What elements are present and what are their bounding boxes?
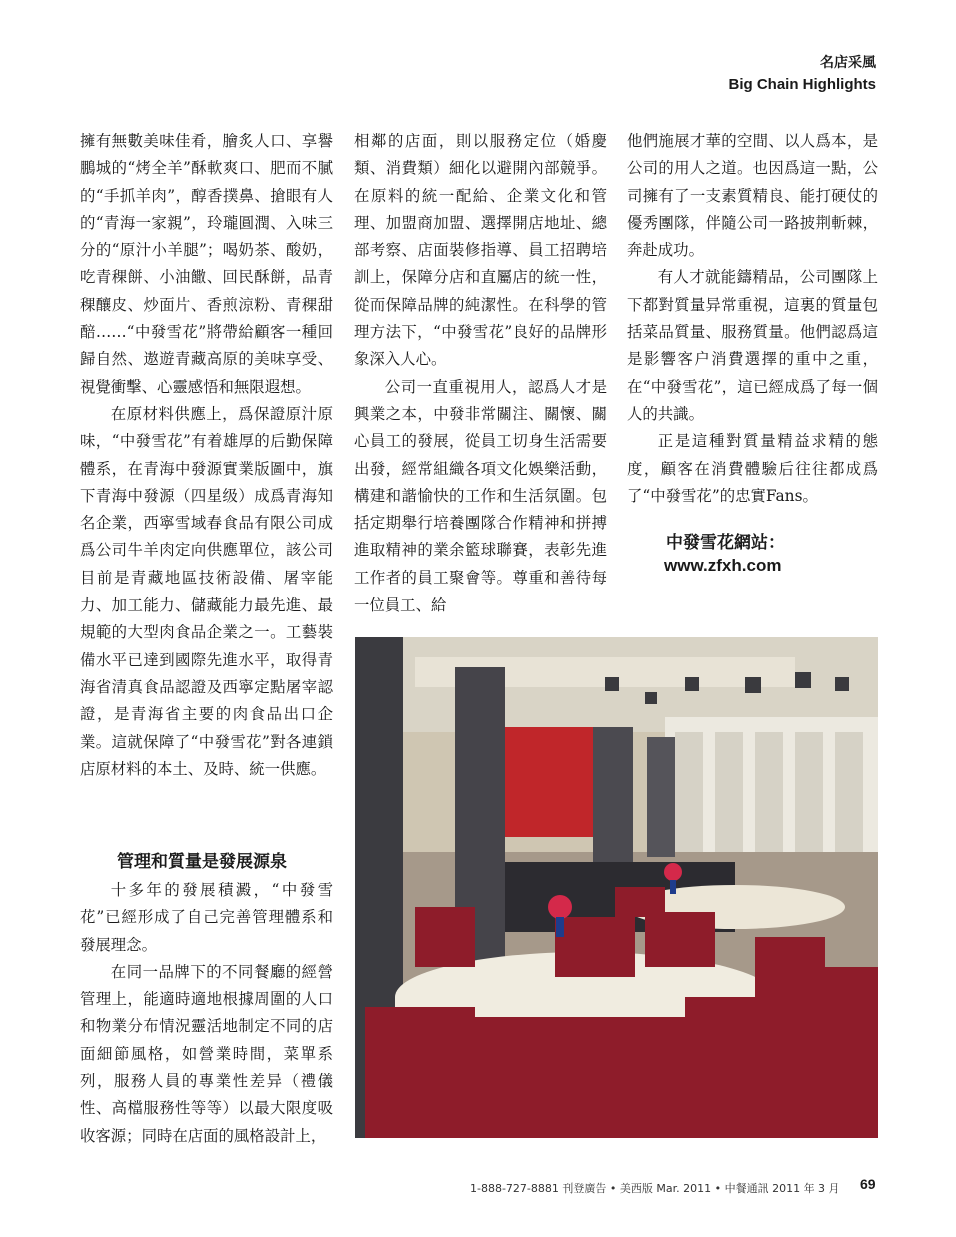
paragraph: 正是這種對質量精益求精的態度，顧客在消費體驗后往往都成爲了“中發雪花”的忠實Fans。 [627,432,878,505]
section-title-cn: 名店采風 [820,55,876,71]
section-title-en: Big Chain Highlights [728,76,876,93]
website-label: 中發雪花網站： [666,533,785,553]
column-2 [354,128,607,619]
paragraph: 在原材料供應上，爲保證原汁原味，“中發雪花”有着雄厚的后勤保障體系，在青海中發源實業版圖中，旗下青海中發源（四星级）成爲青海知名企業，西寧雪域春食品有限公司成爲公司牛羊肉定向供應單位，該公司目前是青藏地區技術設備、屠宰能力、加工能力、儲藏能力最先進、最規範的大型肉食品企業之一。工藝裝備水平已達到國際先進水平，取得青海省清真食品認證及西寧定點屠宰認證，是青海省主要的肉食品出口企業。這就保障了“中發雪花”對各連鎖店原材料的本土、及時、統一供應。 [80,404,333,778]
paragraph: 在同一品牌下的不同餐廳的經營管理上，能適時適地根據周圍的人口和物業分布情況靈活地制定不同的店面細節風格，如營業時間，菜單系列，服務人員的專業性差异（禮儀性、高檔服務性等等）以最大限度吸收客源；同時在店面的風格設計上， [80,962,333,1145]
column-1-continued [80,877,333,1150]
paragraph: 有人才就能鑄精品，公司團隊上下都對質量异常重視，這裏的質量包括菜品質量、服務質量。他們認爲這是影響客户消費選擇的重中之重，在“中發雪花”，這已經成爲了每一個人的共識。 [627,268,878,423]
paragraph: 十多年的發展積澱，“中發雪花”已經形成了自己完善管理體系和發展理念。 [80,881,333,954]
subheading: 管理和質量是發展源泉 [117,852,287,872]
footer-text: 1-888-727-8881 刊登廣告 • 美西版 Mar. 2011 • 中餐通訊 2011 年 3 月 [470,1182,840,1195]
restaurant-photo [355,637,878,1138]
website-url: www.zfxh.com [664,556,782,575]
paragraph: 相鄰的店面，則以服務定位（婚慶類、消費類）細化以避開內部競爭。在原料的統一配給、企業文化和管理、加盟商加盟、選擇開店地址、總部考察、店面裝修指導、員工招聘培訓上，保障分店和直屬店的統一性，從而保障品牌的純潔性。在科學的管理方法下，“中發雪花”良好的品牌形象深入人心。 [354,132,607,369]
paragraph: 他們施展才華的空間、以人爲本，是公司的用人之道。也因爲這一點，公司擁有了一支素質精良、能打硬仗的優秀團隊，伴隨公司一路披荆斬棘，奔赴成功。 [627,132,878,260]
paragraph: 公司一直重視用人，認爲人才是興業之本，中發非常關注、關懷、關心員工的發展，從員工切身生活需要出發，經常組織各項文化娛樂活動，構建和諧愉快的工作和生活氛圍。包括定期舉行培養團隊合作精神和拼搏進取精神的業余籃球聯賽，表彰先進工作者的員工聚會等。尊重和善待每一位員工、給 [354,377,607,615]
paragraph: 擁有無數美味佳肴，膾炙人口、享譽鵬城的“烤全羊”酥軟爽口、肥而不膩的“手抓羊肉”，醇香撲鼻、搶眼有人的“青海一家親”，玲瓏圓潤、入味三分的“原汁小羊腿”；喝奶茶、酸奶，吃青稞餅、小油饊、回民酥餅，品青稞釀皮、炒面片、香煎涼粉、青稞甜醅……“中發雪花”將帶給顧客一種回歸自然、遨遊青藏高原的美味享受、視覺衝擊、心靈感悟和無限遐想。 [80,132,333,396]
column-1 [80,128,333,783]
restaurant-illustration [355,637,878,1138]
column-3 [627,128,878,510]
page-number: 69 [860,1176,876,1192]
